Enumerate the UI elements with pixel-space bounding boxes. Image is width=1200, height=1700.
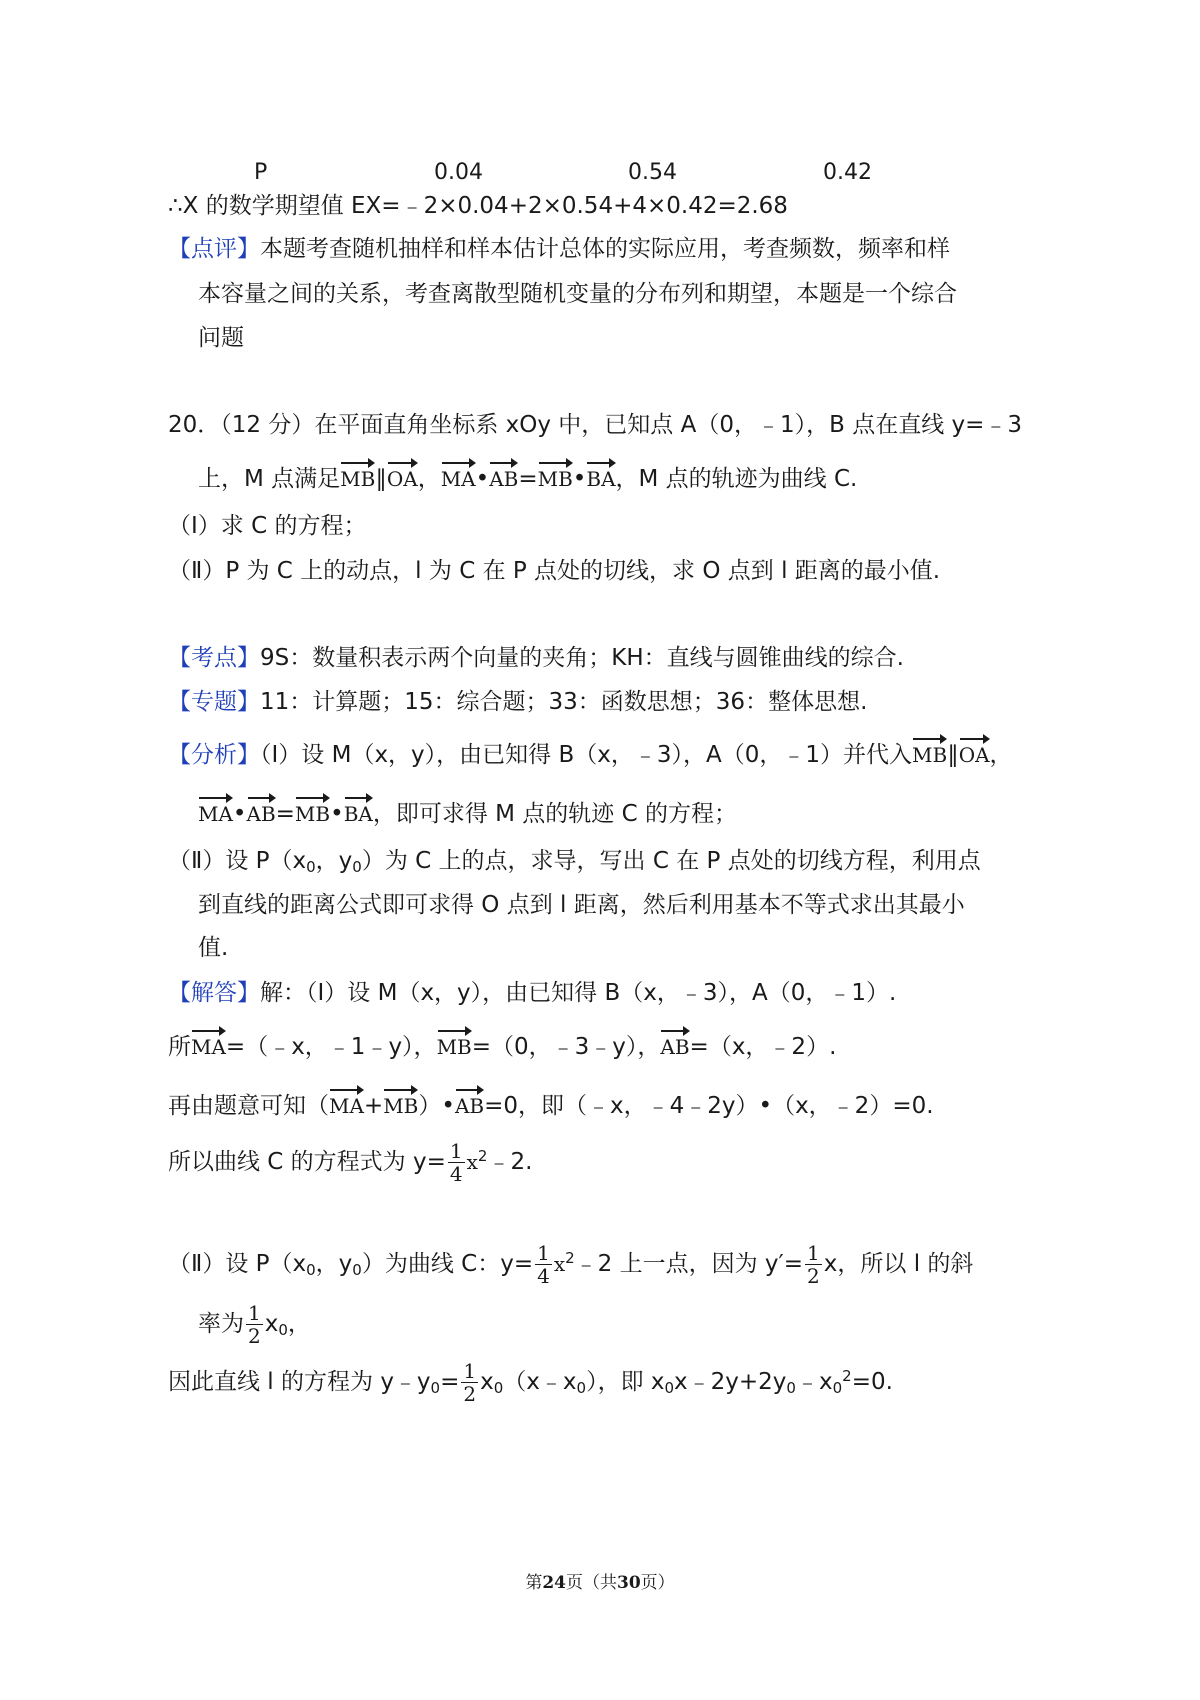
- fenxi-line-1: [168, 737, 1013, 771]
- review-line-2: 本容量之间的关系，考查离散型随机变量的分布列和期望，本题是一个综合: [198, 281, 957, 307]
- dot-symbol: •: [475, 466, 490, 492]
- fraction-one-quarter: [535, 1242, 552, 1287]
- vector-MA: MA: [441, 461, 476, 495]
- jieda-text: ﹣x: [795, 1369, 833, 1395]
- vector-OA: OA: [959, 737, 990, 771]
- jieda-line-6: [198, 1302, 311, 1347]
- jieda-text: =0，即（﹣x，﹣4﹣2y）•（x，﹣2）=0.: [484, 1093, 934, 1119]
- problem-statement-line-1: 20．（12 分）在平面直角坐标系 xOy 中，已知点 A（0，﹣1），B 点在直线 y=﹣3: [168, 412, 1023, 438]
- subscript: 0: [664, 1379, 675, 1397]
- variable-x: x: [466, 1150, 478, 1174]
- subscript: 0: [832, 1379, 843, 1397]
- dot-symbol: •: [330, 801, 344, 827]
- vector-MB: MB: [295, 796, 330, 830]
- page-footer: [0, 1568, 1200, 1593]
- jieda-text: =（x，﹣2）.: [689, 1034, 837, 1060]
- problem-text: 上，M 点满足: [198, 466, 341, 492]
- jieda-line-2: [168, 1029, 836, 1063]
- problem-part-1: （Ⅰ）求 C 的方程；: [168, 513, 367, 539]
- fraction-one-half: [461, 1360, 478, 1405]
- jieda-text: x: [480, 1369, 494, 1395]
- fraction-denominator: 2: [248, 1324, 261, 1348]
- page-total: 30: [617, 1573, 641, 1593]
- vector-AB: AB: [247, 796, 276, 830]
- jieda-text: （x﹣x: [503, 1369, 577, 1395]
- jieda-line-5: [168, 1242, 973, 1287]
- fenxi-text: ，y: [315, 848, 353, 874]
- fenxi-text: （Ⅰ）设 M（x，y），由已知得 B（x，﹣3），A（0，﹣1）并代入: [260, 742, 912, 768]
- subscript: 0: [352, 858, 362, 876]
- fraction-numerator: 1: [537, 1241, 550, 1265]
- subscript: 0: [576, 1379, 587, 1397]
- kaodian-line: [168, 642, 904, 674]
- jieda-text: ），即 x: [586, 1369, 665, 1395]
- dot-symbol: •: [232, 801, 247, 827]
- comma: ，: [989, 742, 1013, 768]
- jieda-text: x: [264, 1311, 279, 1337]
- jieda-text: ﹣2 上一点，因为 y′: [574, 1251, 784, 1277]
- jieda-text: 率为: [198, 1311, 244, 1337]
- dot-symbol: •: [572, 466, 587, 492]
- jieda-text: x﹣2y+2y: [674, 1369, 787, 1395]
- table-row-label: P: [254, 160, 268, 185]
- page-number: 24: [542, 1573, 566, 1593]
- review-line-3: 问题: [198, 325, 244, 351]
- jieda-text: =（0，﹣3﹣y），: [471, 1034, 661, 1060]
- vector-OA: OA: [387, 461, 418, 495]
- jieda-text: （Ⅱ）设 P（x: [168, 1251, 307, 1277]
- vector-AB: AB: [455, 1088, 484, 1122]
- jieda-text: x，所以 l 的斜: [823, 1251, 974, 1277]
- jieda-text: ﹣2.: [487, 1149, 533, 1175]
- superscript: 2: [477, 1147, 488, 1165]
- vector-MB: MB: [383, 1088, 418, 1122]
- subscript: 0: [786, 1379, 796, 1397]
- vector-MB: MB: [340, 461, 375, 495]
- superscript: 2: [565, 1249, 575, 1267]
- vector-BA: BA: [344, 796, 373, 830]
- fraction-numerator: 1: [449, 1139, 463, 1163]
- fraction-numerator: 1: [463, 1359, 477, 1383]
- fraction-denominator: 2: [807, 1264, 820, 1288]
- fraction-one-half: [246, 1302, 263, 1347]
- fraction-numerator: 1: [807, 1241, 820, 1265]
- vector-MA: MA: [191, 1029, 226, 1063]
- table-cell: 0.04: [434, 160, 483, 185]
- vector-MB: MB: [538, 461, 573, 495]
- subscript: 0: [306, 1261, 316, 1279]
- subscript: 0: [306, 858, 316, 876]
- subscript: 0: [352, 1261, 362, 1279]
- jieda-text: =0.: [851, 1369, 893, 1395]
- fraction-denominator: 4: [537, 1264, 550, 1288]
- kaodian-text: 9S：数量积表示两个向量的夹角；KH：直线与圆锥曲线的综合.: [260, 645, 904, 671]
- fenxi-line-4: 到直线的距离公式即可求得 O 点到 l 距离，然后利用基本不等式求出其最小: [198, 892, 965, 918]
- fraction-numerator: 1: [248, 1301, 261, 1325]
- jieda-line-1: [168, 977, 896, 1009]
- jieda-text: ）•: [418, 1093, 455, 1119]
- subscript: 0: [430, 1379, 441, 1397]
- fraction-one-half: [805, 1242, 822, 1287]
- jieda-text: 解：（Ⅰ）设 M（x，y），由已知得 B（x，﹣3），A（0，﹣1）.: [260, 980, 897, 1006]
- jieda-line-3: [168, 1088, 934, 1122]
- problem-statement-line-2: [198, 461, 857, 495]
- equals-symbol: =: [518, 466, 538, 492]
- comma: ，: [417, 466, 441, 492]
- kaodian-tag: 【考点】: [168, 645, 260, 671]
- jieda-text: ，y: [315, 1251, 353, 1277]
- subscript: 0: [278, 1321, 288, 1339]
- equals-symbol: =: [275, 801, 295, 827]
- footer-text: 页）: [640, 1573, 675, 1593]
- jieda-line-7: [168, 1360, 893, 1405]
- fenxi-text: （Ⅱ）设 P（x: [168, 848, 307, 874]
- table-cell: 0.42: [823, 160, 872, 185]
- fraction-denominator: 4: [449, 1162, 463, 1186]
- fraction-denominator: 2: [463, 1382, 477, 1406]
- jieda-text: ）为曲线 C：y=: [361, 1251, 534, 1277]
- fenxi-line-5: 值.: [198, 935, 229, 961]
- vector-AB: AB: [489, 461, 518, 495]
- vector-MB: MB: [912, 737, 947, 771]
- zhuanti-line: [168, 686, 867, 718]
- problem-part-2: （Ⅱ）P 为 C 上的动点，l 为 C 在 P 点处的切线，求 O 点到 l 距离的最小值.: [168, 558, 941, 584]
- vector-MA: MA: [198, 796, 233, 830]
- review-line-1: [168, 233, 950, 265]
- equals-symbol: =: [440, 1369, 460, 1395]
- jieda-text: 因此直线 l 的方程为 y﹣y: [168, 1369, 431, 1395]
- variable-x: x: [553, 1252, 566, 1276]
- fraction-one-quarter: [448, 1140, 465, 1185]
- expectation-line: ∴X 的数学期望值 EX=﹣2×0.04+2×0.54+4×0.42=2.68: [168, 193, 788, 219]
- footer-text: 页（共: [566, 1573, 617, 1593]
- subscript: 0: [493, 1379, 504, 1397]
- fenxi-line-2: [198, 796, 737, 830]
- vector-MA: MA: [329, 1088, 364, 1122]
- review-text: 本题考查随机抽样和样本估计总体的实际应用，考查频数，频率和样: [260, 236, 950, 262]
- parallel-symbol: ∥: [947, 742, 959, 768]
- jieda-text: =（﹣x，﹣1﹣y），: [225, 1034, 437, 1060]
- fenxi-text: ，即可求得 M 点的轨迹 C 的方程；: [372, 801, 737, 827]
- equals-symbol: =: [783, 1251, 804, 1277]
- superscript: 2: [842, 1367, 852, 1385]
- vector-AB: AB: [660, 1029, 689, 1063]
- table-cell: 0.54: [628, 160, 677, 185]
- parallel-symbol: ∥: [375, 466, 387, 492]
- jieda-text: ，: [287, 1311, 311, 1337]
- plus-symbol: +: [363, 1093, 384, 1119]
- vector-MB: MB: [437, 1029, 472, 1063]
- problem-text: ，M 点的轨迹为曲线 C.: [615, 466, 858, 492]
- footer-text: 第: [525, 1573, 543, 1593]
- fenxi-tag: 【分析】: [168, 742, 260, 768]
- jieda-text: 所以曲线 C 的方程式为 y=: [168, 1149, 446, 1175]
- jieda-text: 所: [168, 1034, 191, 1060]
- zhuanti-text: 11：计算题；15：综合题；33：函数思想；36：整体思想.: [260, 689, 868, 715]
- zhuanti-tag: 【专题】: [168, 689, 260, 715]
- fenxi-text: ）为 C 上的点，求导，写出 C 在 P 点处的切线方程，利用点: [361, 848, 981, 874]
- fenxi-line-3: [168, 845, 981, 877]
- review-tag: 【点评】: [168, 236, 260, 262]
- jieda-text: 再由题意可知（: [168, 1093, 329, 1119]
- jieda-line-4: [168, 1140, 532, 1185]
- jieda-tag: 【解答】: [168, 980, 260, 1006]
- vector-BA: BA: [586, 461, 615, 495]
